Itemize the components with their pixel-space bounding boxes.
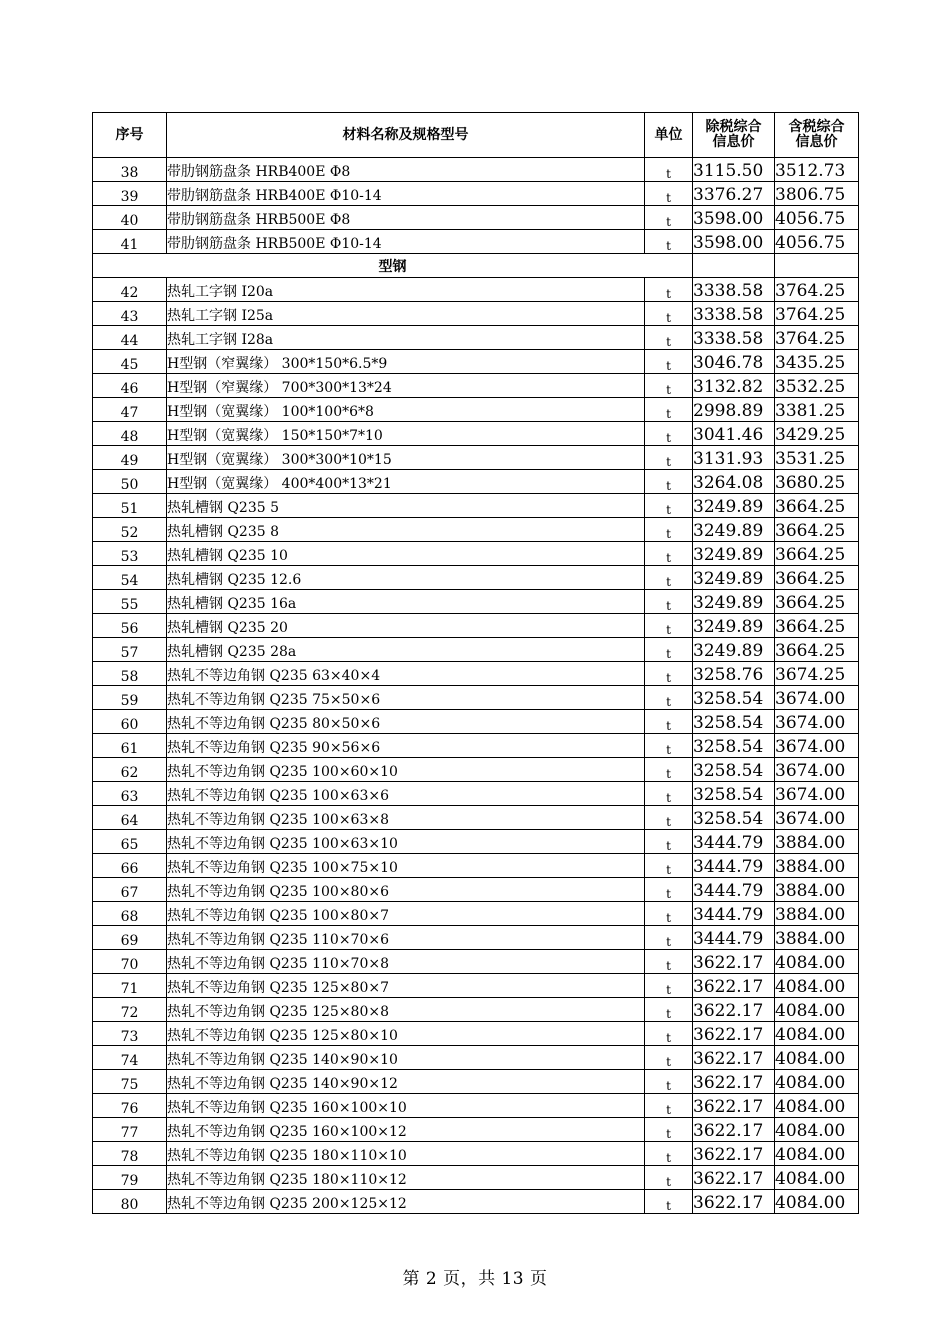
cell-name: 带肋钢筋盘条 HRB400E Φ10-14 xyxy=(167,182,645,206)
cell-price-inc-tax: 3532.25 xyxy=(775,374,859,398)
cell-price-ex-tax: 3041.46 xyxy=(693,422,775,446)
price-table xyxy=(92,112,859,1214)
cell-name: 热轧不等边角钢 Q235 100×80×6 xyxy=(167,878,645,902)
cell-price-ex-tax: 3444.79 xyxy=(693,878,775,902)
section-row xyxy=(93,254,859,278)
cell-price-inc-tax: 3674.00 xyxy=(775,782,859,806)
table-header-row xyxy=(93,113,859,158)
cell-price-inc-tax: 3674.00 xyxy=(775,806,859,830)
cell-price-ex-tax: 3249.89 xyxy=(693,590,775,614)
cell-seq: 40 xyxy=(93,206,167,230)
cell-price-ex-tax: 3258.76 xyxy=(693,662,775,686)
cell-seq: 44 xyxy=(93,326,167,350)
cell-unit: t xyxy=(645,278,693,302)
cell-price-inc-tax: 3680.25 xyxy=(775,470,859,494)
cell-price-ex-tax: 3264.08 xyxy=(693,470,775,494)
cell-price-ex-tax: 3249.89 xyxy=(693,638,775,662)
cell-price-inc-tax: 3664.25 xyxy=(775,518,859,542)
cell-name: H型钢（宽翼缘） 400*400*13*21 xyxy=(167,470,645,494)
cell-price-ex-tax: 3258.54 xyxy=(693,782,775,806)
cell-seq: 71 xyxy=(93,974,167,998)
cell-price-ex-tax: 3131.93 xyxy=(693,446,775,470)
cell-price-ex-tax: 3622.17 xyxy=(693,974,775,998)
cell-unit: t xyxy=(645,686,693,710)
cell-unit: t xyxy=(645,902,693,926)
table-row xyxy=(93,638,859,662)
cell-unit: t xyxy=(645,182,693,206)
cell-name: 热轧不等边角钢 Q235 125×80×8 xyxy=(167,998,645,1022)
cell-price-inc-tax: 4056.75 xyxy=(775,230,859,254)
table-row xyxy=(93,806,859,830)
cell-seq: 55 xyxy=(93,590,167,614)
cell-unit: t xyxy=(645,158,693,182)
cell-seq: 38 xyxy=(93,158,167,182)
table-row xyxy=(93,518,859,542)
cell-price-inc-tax: 3664.25 xyxy=(775,638,859,662)
cell-unit: t xyxy=(645,206,693,230)
cell-price-inc-tax: 3764.25 xyxy=(775,302,859,326)
table-body xyxy=(93,158,859,1214)
cell-name: 热轧不等边角钢 Q235 180×110×10 xyxy=(167,1142,645,1166)
cell-unit: t xyxy=(645,590,693,614)
cell-seq: 64 xyxy=(93,806,167,830)
table-row xyxy=(93,1118,859,1142)
cell-unit: t xyxy=(645,542,693,566)
cell-name: 热轧不等边角钢 Q235 75×50×6 xyxy=(167,686,645,710)
cell-name: 热轧槽钢 Q235 28a xyxy=(167,638,645,662)
cell-name: 热轧槽钢 Q235 12.6 xyxy=(167,566,645,590)
cell-price-inc-tax: 4084.00 xyxy=(775,1070,859,1094)
header-seq: 序号 xyxy=(93,113,167,158)
cell-seq: 66 xyxy=(93,854,167,878)
table-row xyxy=(93,566,859,590)
cell-price-inc-tax: 4084.00 xyxy=(775,1142,859,1166)
table-row xyxy=(93,230,859,254)
cell-price-ex-tax: 3444.79 xyxy=(693,902,775,926)
cell-price-ex-tax: 3258.54 xyxy=(693,758,775,782)
cell-price-inc-tax: 3884.00 xyxy=(775,878,859,902)
table-row xyxy=(93,614,859,638)
header-unit: 单位 xyxy=(645,113,693,158)
cell-name: 热轧不等边角钢 Q235 80×50×6 xyxy=(167,710,645,734)
cell-seq: 70 xyxy=(93,950,167,974)
table-row xyxy=(93,734,859,758)
cell-price-ex-tax: 3622.17 xyxy=(693,950,775,974)
cell-seq: 75 xyxy=(93,1070,167,1094)
cell-price-ex-tax: 3258.54 xyxy=(693,710,775,734)
cell-name: 热轧不等边角钢 Q235 100×80×7 xyxy=(167,902,645,926)
cell-price-ex-tax: 3338.58 xyxy=(693,302,775,326)
cell-seq: 54 xyxy=(93,566,167,590)
cell-unit: t xyxy=(645,1142,693,1166)
cell-seq: 46 xyxy=(93,374,167,398)
cell-unit: t xyxy=(645,734,693,758)
cell-seq: 69 xyxy=(93,926,167,950)
cell-unit: t xyxy=(645,782,693,806)
cell-unit: t xyxy=(645,854,693,878)
cell-price-ex-tax: 3249.89 xyxy=(693,566,775,590)
table-row xyxy=(93,902,859,926)
cell-seq: 58 xyxy=(93,662,167,686)
cell-seq: 47 xyxy=(93,398,167,422)
cell-price-inc-tax: 3512.73 xyxy=(775,158,859,182)
cell-price-ex-tax: 3046.78 xyxy=(693,350,775,374)
cell-price-inc-tax: 3664.25 xyxy=(775,542,859,566)
cell-price-inc-tax: 3664.25 xyxy=(775,590,859,614)
cell-price-ex-tax: 3598.00 xyxy=(693,230,775,254)
cell-unit: t xyxy=(645,1094,693,1118)
cell-price-inc-tax: 3764.25 xyxy=(775,278,859,302)
cell-price-ex-tax: 3622.17 xyxy=(693,1142,775,1166)
cell-unit: t xyxy=(645,614,693,638)
cell-name: 热轧不等边角钢 Q235 180×110×12 xyxy=(167,1166,645,1190)
cell-seq: 78 xyxy=(93,1142,167,1166)
cell-name: 热轧不等边角钢 Q235 140×90×12 xyxy=(167,1070,645,1094)
cell-name: 热轧不等边角钢 Q235 100×75×10 xyxy=(167,854,645,878)
section-empty-ex-tax xyxy=(693,254,775,278)
table-row xyxy=(93,446,859,470)
cell-seq: 42 xyxy=(93,278,167,302)
cell-name: H型钢（宽翼缘） 150*150*7*10 xyxy=(167,422,645,446)
cell-seq: 51 xyxy=(93,494,167,518)
cell-unit: t xyxy=(645,830,693,854)
table-row xyxy=(93,1070,859,1094)
cell-seq: 41 xyxy=(93,230,167,254)
table-row xyxy=(93,830,859,854)
cell-unit: t xyxy=(645,518,693,542)
cell-name: 带肋钢筋盘条 HRB400E Φ8 xyxy=(167,158,645,182)
cell-price-ex-tax: 3249.89 xyxy=(693,614,775,638)
cell-unit: t xyxy=(645,1166,693,1190)
cell-unit: t xyxy=(645,926,693,950)
cell-price-ex-tax: 3622.17 xyxy=(693,1166,775,1190)
cell-name: 热轧不等边角钢 Q235 100×63×6 xyxy=(167,782,645,806)
cell-price-ex-tax: 3622.17 xyxy=(693,1118,775,1142)
cell-price-ex-tax: 3622.17 xyxy=(693,998,775,1022)
cell-name: H型钢（窄翼缘） 300*150*6.5*9 xyxy=(167,350,645,374)
cell-name: 热轧槽钢 Q235 8 xyxy=(167,518,645,542)
cell-unit: t xyxy=(645,974,693,998)
cell-seq: 65 xyxy=(93,830,167,854)
cell-unit: t xyxy=(645,470,693,494)
cell-name: 热轧槽钢 Q235 5 xyxy=(167,494,645,518)
table-row xyxy=(93,854,859,878)
table-row xyxy=(93,470,859,494)
cell-seq: 80 xyxy=(93,1190,167,1214)
cell-seq: 50 xyxy=(93,470,167,494)
cell-unit: t xyxy=(645,398,693,422)
table-row xyxy=(93,926,859,950)
cell-name: 热轧槽钢 Q235 20 xyxy=(167,614,645,638)
cell-unit: t xyxy=(645,878,693,902)
cell-name: 热轧槽钢 Q235 16a xyxy=(167,590,645,614)
cell-seq: 49 xyxy=(93,446,167,470)
cell-name: 热轧不等边角钢 Q235 100×63×8 xyxy=(167,806,645,830)
cell-price-ex-tax: 3249.89 xyxy=(693,494,775,518)
cell-price-inc-tax: 3674.25 xyxy=(775,662,859,686)
cell-unit: t xyxy=(645,566,693,590)
table-row xyxy=(93,326,859,350)
cell-unit: t xyxy=(645,494,693,518)
cell-price-ex-tax: 3444.79 xyxy=(693,926,775,950)
table-row xyxy=(93,158,859,182)
table-row xyxy=(93,494,859,518)
table-row xyxy=(93,182,859,206)
cell-name: 热轧槽钢 Q235 10 xyxy=(167,542,645,566)
cell-name: 热轧不等边角钢 Q235 100×63×10 xyxy=(167,830,645,854)
cell-name: 热轧不等边角钢 Q235 160×100×12 xyxy=(167,1118,645,1142)
cell-price-ex-tax: 3115.50 xyxy=(693,158,775,182)
cell-seq: 67 xyxy=(93,878,167,902)
cell-price-ex-tax: 3132.82 xyxy=(693,374,775,398)
cell-seq: 43 xyxy=(93,302,167,326)
cell-price-inc-tax: 4084.00 xyxy=(775,1190,859,1214)
cell-unit: t xyxy=(645,638,693,662)
cell-price-inc-tax: 3674.00 xyxy=(775,758,859,782)
cell-name: 热轧不等边角钢 Q235 110×70×8 xyxy=(167,950,645,974)
cell-price-inc-tax: 3435.25 xyxy=(775,350,859,374)
table-row xyxy=(93,1046,859,1070)
cell-seq: 62 xyxy=(93,758,167,782)
cell-unit: t xyxy=(645,1022,693,1046)
cell-price-inc-tax: 3674.00 xyxy=(775,734,859,758)
cell-name: 热轧不等边角钢 Q235 110×70×6 xyxy=(167,926,645,950)
table-row xyxy=(93,974,859,998)
cell-name: H型钢（宽翼缘） 100*100*6*8 xyxy=(167,398,645,422)
cell-price-ex-tax: 3622.17 xyxy=(693,1070,775,1094)
cell-price-ex-tax: 3338.58 xyxy=(693,278,775,302)
cell-price-ex-tax: 3338.58 xyxy=(693,326,775,350)
cell-seq: 76 xyxy=(93,1094,167,1118)
cell-price-inc-tax: 3664.25 xyxy=(775,566,859,590)
cell-price-ex-tax: 3258.54 xyxy=(693,686,775,710)
cell-unit: t xyxy=(645,1070,693,1094)
cell-name: 热轧工字钢 I25a xyxy=(167,302,645,326)
table-row xyxy=(93,302,859,326)
cell-seq: 61 xyxy=(93,734,167,758)
cell-name: 热轧不等边角钢 Q235 100×60×10 xyxy=(167,758,645,782)
cell-name: 热轧工字钢 I28a xyxy=(167,326,645,350)
cell-price-inc-tax: 3674.00 xyxy=(775,686,859,710)
cell-name: H型钢（窄翼缘） 700*300*13*24 xyxy=(167,374,645,398)
cell-name: 带肋钢筋盘条 HRB500E Φ8 xyxy=(167,206,645,230)
cell-price-ex-tax: 3622.17 xyxy=(693,1046,775,1070)
table-row xyxy=(93,998,859,1022)
cell-seq: 77 xyxy=(93,1118,167,1142)
cell-price-inc-tax: 3429.25 xyxy=(775,422,859,446)
table-row xyxy=(93,206,859,230)
cell-unit: t xyxy=(645,1046,693,1070)
cell-price-inc-tax: 3884.00 xyxy=(775,830,859,854)
cell-name: 热轧不等边角钢 Q235 160×100×10 xyxy=(167,1094,645,1118)
table-row xyxy=(93,350,859,374)
cell-seq: 39 xyxy=(93,182,167,206)
table-row xyxy=(93,374,859,398)
cell-price-inc-tax: 4084.00 xyxy=(775,998,859,1022)
section-label: 型钢 xyxy=(93,254,693,278)
cell-seq: 60 xyxy=(93,710,167,734)
cell-seq: 73 xyxy=(93,1022,167,1046)
cell-price-inc-tax: 4084.00 xyxy=(775,1046,859,1070)
table-row xyxy=(93,398,859,422)
cell-price-ex-tax: 3249.89 xyxy=(693,542,775,566)
cell-price-ex-tax: 3444.79 xyxy=(693,830,775,854)
cell-price-ex-tax: 3444.79 xyxy=(693,854,775,878)
cell-price-inc-tax: 3664.25 xyxy=(775,614,859,638)
cell-unit: t xyxy=(645,710,693,734)
cell-unit: t xyxy=(645,446,693,470)
table-row xyxy=(93,878,859,902)
cell-name: 热轧不等边角钢 Q235 140×90×10 xyxy=(167,1046,645,1070)
cell-name: 热轧不等边角钢 Q235 125×80×7 xyxy=(167,974,645,998)
cell-price-ex-tax: 3598.00 xyxy=(693,206,775,230)
cell-name: 热轧不等边角钢 Q235 200×125×12 xyxy=(167,1190,645,1214)
cell-unit: t xyxy=(645,374,693,398)
cell-price-inc-tax: 3531.25 xyxy=(775,446,859,470)
cell-unit: t xyxy=(645,998,693,1022)
cell-seq: 57 xyxy=(93,638,167,662)
table-row xyxy=(93,950,859,974)
cell-price-inc-tax: 3884.00 xyxy=(775,926,859,950)
table-row xyxy=(93,686,859,710)
page-footer: 第 2 页，共 13 页 xyxy=(402,1269,548,1289)
cell-name: 热轧不等边角钢 Q235 63×40×4 xyxy=(167,662,645,686)
cell-unit: t xyxy=(645,350,693,374)
cell-price-inc-tax: 4084.00 xyxy=(775,1094,859,1118)
table-row xyxy=(93,278,859,302)
cell-seq: 45 xyxy=(93,350,167,374)
cell-price-ex-tax: 3622.17 xyxy=(693,1094,775,1118)
cell-price-ex-tax: 2998.89 xyxy=(693,398,775,422)
cell-price-inc-tax: 3674.00 xyxy=(775,710,859,734)
cell-seq: 79 xyxy=(93,1166,167,1190)
cell-price-ex-tax: 3622.17 xyxy=(693,1190,775,1214)
table-row xyxy=(93,422,859,446)
cell-unit: t xyxy=(645,950,693,974)
cell-seq: 53 xyxy=(93,542,167,566)
header-price-ex-tax: 除税综合 信息价 xyxy=(693,113,775,158)
table-row xyxy=(93,1166,859,1190)
cell-name: 热轧不等边角钢 Q235 125×80×10 xyxy=(167,1022,645,1046)
cell-name: 热轧工字钢 I20a xyxy=(167,278,645,302)
table-row xyxy=(93,758,859,782)
cell-unit: t xyxy=(645,806,693,830)
table-row xyxy=(93,1022,859,1046)
cell-price-inc-tax: 4084.00 xyxy=(775,1118,859,1142)
cell-unit: t xyxy=(645,326,693,350)
table-row xyxy=(93,710,859,734)
cell-price-inc-tax: 3664.25 xyxy=(775,494,859,518)
cell-price-inc-tax: 3764.25 xyxy=(775,326,859,350)
cell-seq: 74 xyxy=(93,1046,167,1070)
table-row xyxy=(93,782,859,806)
cell-price-ex-tax: 3622.17 xyxy=(693,1022,775,1046)
cell-price-inc-tax: 3884.00 xyxy=(775,854,859,878)
cell-unit: t xyxy=(645,230,693,254)
section-empty-inc-tax xyxy=(775,254,859,278)
cell-name: H型钢（宽翼缘） 300*300*10*15 xyxy=(167,446,645,470)
cell-unit: t xyxy=(645,662,693,686)
cell-unit: t xyxy=(645,422,693,446)
cell-seq: 63 xyxy=(93,782,167,806)
cell-price-inc-tax: 3806.75 xyxy=(775,182,859,206)
table-row xyxy=(93,662,859,686)
cell-name: 带肋钢筋盘条 HRB500E Φ10-14 xyxy=(167,230,645,254)
cell-seq: 72 xyxy=(93,998,167,1022)
cell-price-ex-tax: 3258.54 xyxy=(693,806,775,830)
cell-seq: 48 xyxy=(93,422,167,446)
cell-seq: 59 xyxy=(93,686,167,710)
cell-unit: t xyxy=(645,1118,693,1142)
header-price-inc-tax: 含税综合 信息价 xyxy=(775,113,859,158)
cell-seq: 68 xyxy=(93,902,167,926)
table-row xyxy=(93,1142,859,1166)
table-row xyxy=(93,1094,859,1118)
header-name: 材料名称及规格型号 xyxy=(167,113,645,158)
table-row xyxy=(93,1190,859,1214)
cell-price-inc-tax: 3381.25 xyxy=(775,398,859,422)
cell-price-inc-tax: 4084.00 xyxy=(775,950,859,974)
table-row xyxy=(93,590,859,614)
cell-price-inc-tax: 4084.00 xyxy=(775,974,859,998)
cell-price-ex-tax: 3249.89 xyxy=(693,518,775,542)
cell-price-ex-tax: 3376.27 xyxy=(693,182,775,206)
cell-unit: t xyxy=(645,302,693,326)
cell-seq: 52 xyxy=(93,518,167,542)
cell-price-inc-tax: 3884.00 xyxy=(775,902,859,926)
cell-price-inc-tax: 4056.75 xyxy=(775,206,859,230)
cell-unit: t xyxy=(645,1190,693,1214)
table-row xyxy=(93,542,859,566)
cell-unit: t xyxy=(645,758,693,782)
cell-price-inc-tax: 4084.00 xyxy=(775,1166,859,1190)
cell-seq: 56 xyxy=(93,614,167,638)
cell-price-ex-tax: 3258.54 xyxy=(693,734,775,758)
cell-price-inc-tax: 4084.00 xyxy=(775,1022,859,1046)
cell-name: 热轧不等边角钢 Q235 90×56×6 xyxy=(167,734,645,758)
